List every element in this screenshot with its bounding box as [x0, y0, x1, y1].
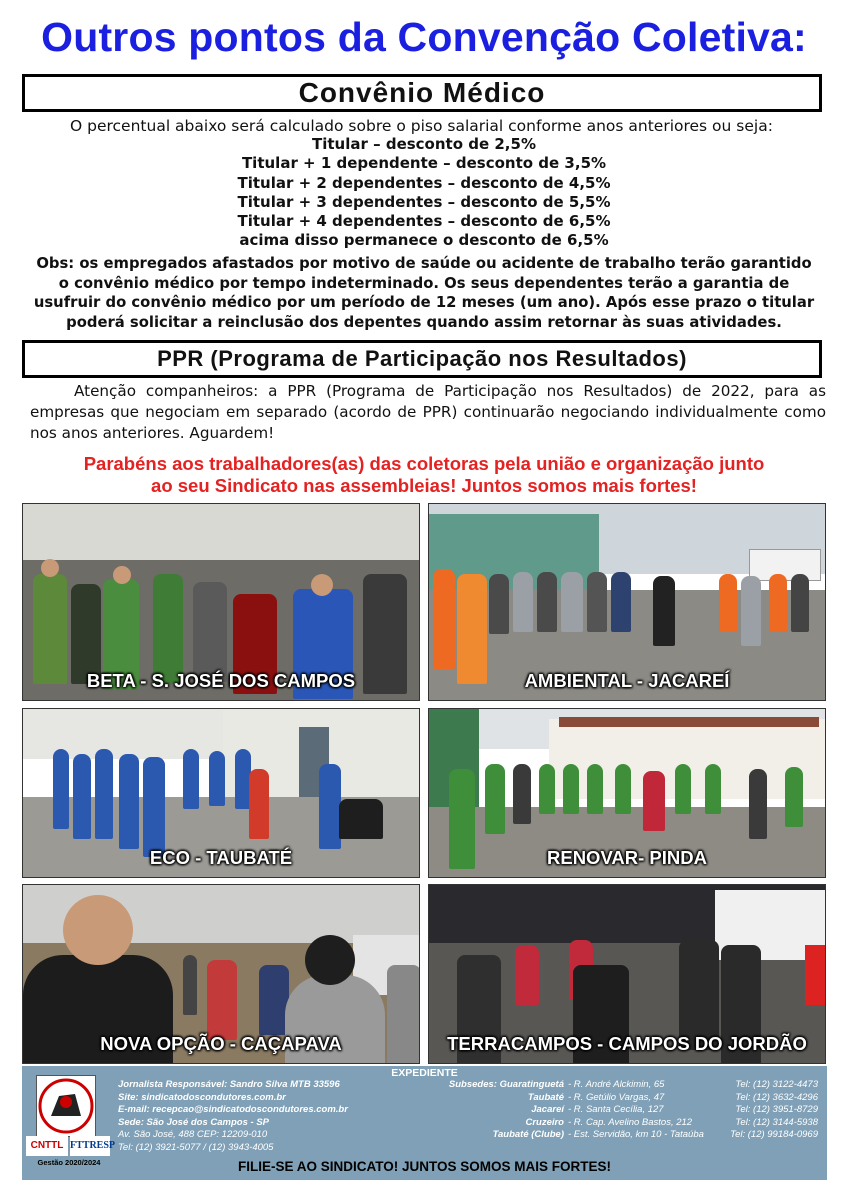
subsede-row: [420, 1117, 822, 1130]
congrats-line: ao seu Sindicato nas assembleias! Juntos somos mais fortes!: [151, 475, 697, 496]
footer-slogan: FILIE-SE AO SINDICATO! JUNTOS SOMOS MAIS FORTES!: [237, 1159, 612, 1174]
photo-eco: [22, 708, 420, 878]
expediente-title: EXPEDIENTE: [391, 1067, 458, 1079]
discount-item: Titular – desconto de 2,5%: [312, 135, 536, 153]
subsede-phone: Tel: (12) 99184-0969: [730, 1129, 818, 1140]
discount-item: Titular + 3 dependentes – desconto de 5,5%: [237, 192, 611, 211]
subsede-address: - R. André Alckimin, 65: [568, 1079, 665, 1090]
photo-nova-opcao: [22, 884, 420, 1064]
ppr-text: Atenção companheiros: a PPR (Programa de Participação nos Resultados) de 2022, para as empresas que negociam em separado (acordo de PPR) continuarão negociando individualmente como nos anos anteriores. Aguardem!: [30, 382, 826, 442]
photo-caption: ECO - TAUBATÉ: [149, 847, 293, 868]
site-link[interactable]: Site: sindicatodoscondutores.com.br: [118, 1091, 286, 1103]
medical-heading: Convênio Médico: [22, 74, 822, 112]
medical-observation: Obs: os empregados afastados por motivo de saúde ou acidente de trabalho terão garantido o convênio médico por tempo indeterminado. Os seus dependentes terão a garantia de usufruir do convênio médico por um período de 12 meses (um ano). Após esse prazo o titular poderá solicitar a reinclusão dos depentes quando assim retornar às suas atividades.: [33, 255, 815, 331]
photo-ambiental: [428, 503, 826, 701]
photo-caption: AMBIENTAL - JACAREÍ: [524, 670, 730, 691]
subsede-row: [420, 1129, 822, 1142]
fttresp-logo: FTTRESP: [70, 1136, 110, 1156]
subsede-city: Cruzeiro: [525, 1116, 564, 1128]
subsede-address: - R. Santa Cecília, 127: [568, 1104, 664, 1115]
subsede-address: - Est. Servidão, km 10 - Tataúba: [568, 1129, 704, 1140]
subsede-city: Taubaté (Clube): [492, 1129, 564, 1140]
congrats-line: Parabéns aos trabalhadores(as) das coletoras pela união e organização junto: [83, 453, 765, 474]
subsede-phone: Tel: (12) 3632-4296: [735, 1091, 818, 1103]
photo-terracampos: [428, 884, 826, 1064]
photo-caption: NOVA OPÇÃO - CAÇAPAVA: [100, 1033, 342, 1054]
subsede-row: [420, 1104, 822, 1117]
address: Av. São José, 488 CEP: 12209-010: [118, 1129, 268, 1140]
subsede-row: [420, 1079, 822, 1092]
discount-list: [0, 135, 848, 251]
subsede-address: - R. Getúlio Vargas, 47: [568, 1091, 665, 1103]
email-link[interactable]: E-mail: recepcao@sindicatodoscondutores.com.br: [118, 1104, 348, 1115]
photo-caption: TERRACAMPOS - CAMPOS DO JORDÃO: [447, 1033, 807, 1054]
medical-intro: O percentual abaixo será calculado sobre o piso salarial conforme anos anteriores ou seja:: [70, 117, 773, 135]
subsede-city: Subsedes: Guaratinguetá: [448, 1079, 564, 1090]
subsede-phone: Tel: (12) 3122-4473: [735, 1079, 818, 1090]
subsedes-column: [420, 1079, 822, 1142]
journalist: Jornalista Responsável: Sandro Silva MTB 33596: [118, 1079, 340, 1090]
discount-item: acima disso permanece o desconto de 6,5%: [239, 231, 609, 250]
congrats-message: [20, 453, 828, 497]
cnttl-logo: CNTTL: [26, 1136, 68, 1156]
subsede-city: Jacareí: [531, 1104, 564, 1115]
ppr-heading: PPR (Programa de Participação nos Resultados): [22, 340, 822, 378]
footer-expediente: [22, 1066, 827, 1180]
subsede-row: [420, 1092, 822, 1105]
discount-item: Titular + 1 dependente – desconto de 3,5%: [241, 154, 607, 173]
photo-renovar: [428, 708, 826, 878]
discount-item: Titular + 2 dependentes – desconto de 4,5%: [237, 173, 611, 192]
photo-beta: [22, 503, 420, 701]
contact-column: [118, 1079, 408, 1154]
subsede-phone: Tel: (12) 3144-5938: [735, 1116, 818, 1128]
gestao-label: Gestão 2020/2024: [37, 1158, 101, 1167]
ppr-text-block: [30, 381, 826, 444]
subsede-address: - R. Cap. Avelino Bastos, 212: [568, 1116, 693, 1128]
photo-caption: BETA - S. JOSÉ DOS CAMPOS: [86, 670, 356, 691]
photo-caption: RENOVAR- PINDA: [547, 847, 707, 868]
discount-item: Titular + 4 dependentes – desconto de 6,5%: [237, 212, 611, 231]
union-logo: [36, 1075, 96, 1137]
subsede-phone: Tel: (12) 3951-8729: [735, 1104, 818, 1115]
subsede-city: Taubaté: [527, 1091, 564, 1103]
page-title: Outros pontos da Convenção Coletiva:: [41, 14, 807, 60]
phones: Tel: (12) 3921-5077 / (12) 3943-4005: [118, 1141, 274, 1153]
headquarters: Sede: São José dos Campos - SP: [118, 1116, 269, 1128]
